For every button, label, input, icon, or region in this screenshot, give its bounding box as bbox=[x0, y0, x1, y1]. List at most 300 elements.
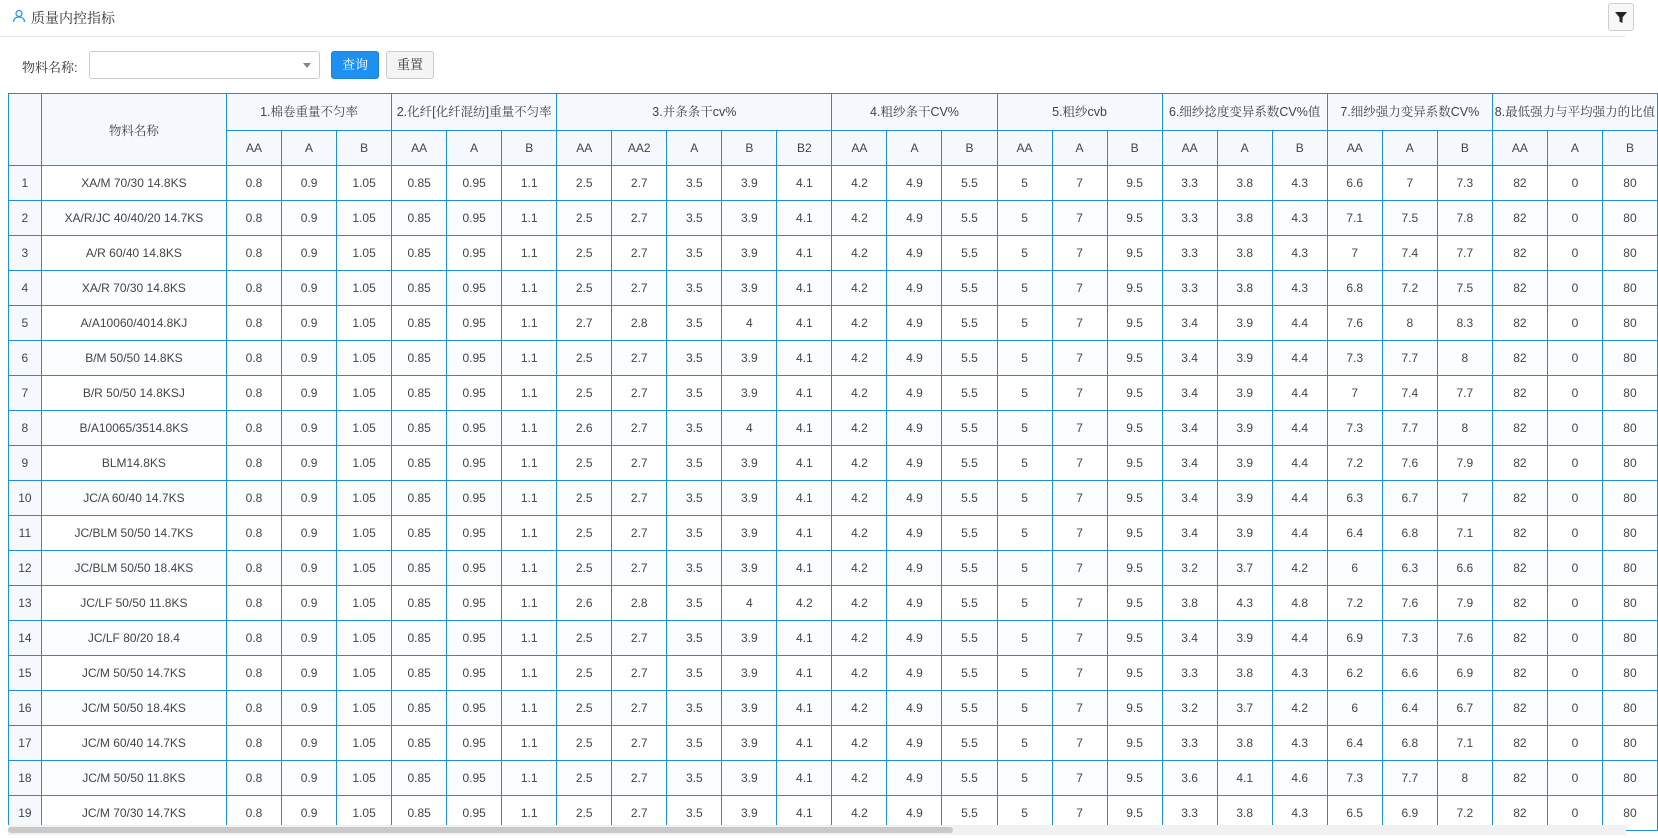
value-cell: 80 bbox=[1602, 446, 1657, 481]
value-cell: 3.5 bbox=[667, 166, 722, 201]
value-cell: 9.5 bbox=[1107, 166, 1162, 201]
value-cell: 3.9 bbox=[722, 516, 777, 551]
value-cell: 0 bbox=[1547, 551, 1602, 586]
value-cell: 0.85 bbox=[392, 586, 447, 621]
value-cell: 0.85 bbox=[392, 761, 447, 796]
value-cell: 2.7 bbox=[612, 761, 667, 796]
value-cell: 82 bbox=[1492, 516, 1547, 551]
row-number: 10 bbox=[9, 481, 42, 516]
value-cell: 82 bbox=[1492, 271, 1547, 306]
value-cell: 4.9 bbox=[887, 411, 942, 446]
value-cell: 4.1 bbox=[777, 306, 832, 341]
value-cell: 0 bbox=[1547, 341, 1602, 376]
value-cell: 3.8 bbox=[1217, 271, 1272, 306]
value-cell: 0 bbox=[1547, 586, 1602, 621]
value-cell: 82 bbox=[1492, 306, 1547, 341]
horizontal-scrollbar[interactable] bbox=[8, 825, 1626, 835]
table-row[interactable] bbox=[9, 586, 1658, 621]
value-cell: 1.05 bbox=[337, 656, 392, 691]
grade-header: AA bbox=[226, 131, 281, 166]
value-cell: 6.9 bbox=[1382, 796, 1437, 831]
value-cell: 3.4 bbox=[1162, 446, 1217, 481]
value-cell: 0.85 bbox=[392, 691, 447, 726]
value-cell: 3.9 bbox=[1217, 341, 1272, 376]
value-cell: 0.95 bbox=[447, 726, 502, 761]
value-cell: 4.1 bbox=[777, 516, 832, 551]
user-icon bbox=[12, 9, 26, 23]
material-name-select[interactable] bbox=[89, 51, 320, 79]
value-cell: 0.9 bbox=[282, 376, 337, 411]
value-cell: 3.9 bbox=[1217, 376, 1272, 411]
row-number: 5 bbox=[9, 306, 42, 341]
query-button[interactable]: 查询 bbox=[331, 51, 379, 79]
row-number: 11 bbox=[9, 516, 42, 551]
grade-header: B bbox=[337, 131, 392, 166]
value-cell: 7 bbox=[1052, 446, 1107, 481]
value-cell: 0.85 bbox=[392, 166, 447, 201]
group-header: 7.细纱强力变异系数CV% bbox=[1327, 94, 1492, 131]
value-cell: 2.5 bbox=[557, 201, 612, 236]
value-cell: 1.05 bbox=[337, 271, 392, 306]
value-cell: 7.4 bbox=[1382, 236, 1437, 271]
material-name-label: 物料名称: bbox=[22, 60, 78, 75]
reset-button[interactable]: 重置 bbox=[386, 51, 434, 79]
value-cell: 9.5 bbox=[1107, 551, 1162, 586]
value-cell: 1.05 bbox=[337, 341, 392, 376]
value-cell: 0.95 bbox=[447, 411, 502, 446]
value-cell: 5 bbox=[997, 726, 1052, 761]
value-cell: 6.6 bbox=[1382, 656, 1437, 691]
value-cell: 5 bbox=[997, 621, 1052, 656]
value-cell: 0.85 bbox=[392, 236, 447, 271]
value-cell: 1.1 bbox=[502, 271, 557, 306]
value-cell: 1.1 bbox=[502, 481, 557, 516]
value-cell: 82 bbox=[1492, 166, 1547, 201]
value-cell: 0.9 bbox=[282, 761, 337, 796]
value-cell: 7 bbox=[1052, 481, 1107, 516]
value-cell: 3.4 bbox=[1162, 411, 1217, 446]
value-cell: 80 bbox=[1602, 586, 1657, 621]
value-cell: 5 bbox=[997, 306, 1052, 341]
material-name-header: 物料名称 bbox=[41, 94, 226, 166]
value-cell: 1.1 bbox=[502, 796, 557, 831]
filter-toggle-button[interactable] bbox=[1608, 3, 1634, 31]
value-cell: 0.95 bbox=[447, 306, 502, 341]
table-row[interactable] bbox=[9, 691, 1658, 726]
value-cell: 2.5 bbox=[557, 341, 612, 376]
grade-header: B2 bbox=[777, 131, 832, 166]
material-name-cell: A/A10060/4014.8KJ bbox=[41, 306, 226, 341]
value-cell: 2.8 bbox=[612, 306, 667, 341]
value-cell: 0.8 bbox=[226, 201, 281, 236]
value-cell: 9.5 bbox=[1107, 481, 1162, 516]
grade-header: AA bbox=[557, 131, 612, 166]
value-cell: 7 bbox=[1052, 761, 1107, 796]
value-cell: 3.9 bbox=[722, 796, 777, 831]
value-cell: 4.9 bbox=[887, 796, 942, 831]
value-cell: 3.8 bbox=[1217, 726, 1272, 761]
value-cell: 4.1 bbox=[777, 236, 832, 271]
value-cell: 0.85 bbox=[392, 621, 447, 656]
value-cell: 1.05 bbox=[337, 166, 392, 201]
value-cell: 4.3 bbox=[1272, 796, 1327, 831]
value-cell: 6.6 bbox=[1437, 551, 1492, 586]
value-cell: 1.1 bbox=[502, 376, 557, 411]
table-row[interactable] bbox=[9, 376, 1658, 411]
scrollbar-thumb[interactable] bbox=[8, 827, 953, 833]
value-cell: 7.7 bbox=[1437, 236, 1492, 271]
value-cell: 0.9 bbox=[282, 586, 337, 621]
value-cell: 5.5 bbox=[942, 516, 997, 551]
value-cell: 2.5 bbox=[557, 726, 612, 761]
value-cell: 3.9 bbox=[1217, 621, 1272, 656]
value-cell: 0.9 bbox=[282, 201, 337, 236]
value-cell: 2.5 bbox=[557, 236, 612, 271]
value-cell: 0.95 bbox=[447, 691, 502, 726]
value-cell: 82 bbox=[1492, 201, 1547, 236]
value-cell: 80 bbox=[1602, 691, 1657, 726]
grade-header: AA bbox=[1327, 131, 1382, 166]
grade-header: AA bbox=[832, 131, 887, 166]
value-cell: 4.3 bbox=[1272, 271, 1327, 306]
value-cell: 3.9 bbox=[722, 691, 777, 726]
value-cell: 4.2 bbox=[832, 621, 887, 656]
value-cell: 0 bbox=[1547, 271, 1602, 306]
value-cell: 6.4 bbox=[1382, 691, 1437, 726]
value-cell: 6.9 bbox=[1437, 656, 1492, 691]
value-cell: 0 bbox=[1547, 376, 1602, 411]
value-cell: 5.5 bbox=[942, 481, 997, 516]
value-cell: 4.1 bbox=[777, 271, 832, 306]
value-cell: 0.95 bbox=[447, 796, 502, 831]
material-name-cell: B/M 50/50 14.8KS bbox=[41, 341, 226, 376]
group-header: 5.粗纱cvb bbox=[997, 94, 1162, 131]
value-cell: 82 bbox=[1492, 411, 1547, 446]
value-cell: 0.8 bbox=[226, 166, 281, 201]
value-cell: 3.5 bbox=[667, 621, 722, 656]
value-cell: 5.5 bbox=[942, 236, 997, 271]
material-name-cell: JC/A 60/40 14.7KS bbox=[41, 481, 226, 516]
grade-header: A bbox=[1547, 131, 1602, 166]
value-cell: 0.85 bbox=[392, 306, 447, 341]
value-cell: 7.7 bbox=[1382, 761, 1437, 796]
value-cell: 6.8 bbox=[1382, 516, 1437, 551]
value-cell: 5.5 bbox=[942, 306, 997, 341]
value-cell: 0.95 bbox=[447, 341, 502, 376]
value-cell: 0.9 bbox=[282, 271, 337, 306]
value-cell: 2.5 bbox=[557, 656, 612, 691]
value-cell: 4 bbox=[722, 306, 777, 341]
value-cell: 0.8 bbox=[226, 586, 281, 621]
material-name-cell: BLM14.8KS bbox=[41, 446, 226, 481]
table-row[interactable] bbox=[9, 271, 1658, 306]
value-cell: 4.3 bbox=[1272, 201, 1327, 236]
value-cell: 7 bbox=[1052, 516, 1107, 551]
value-cell: 1.1 bbox=[502, 516, 557, 551]
value-cell: 0 bbox=[1547, 691, 1602, 726]
value-cell: 9.5 bbox=[1107, 691, 1162, 726]
value-cell: 3.9 bbox=[722, 446, 777, 481]
value-cell: 0.95 bbox=[447, 551, 502, 586]
table-row[interactable] bbox=[9, 306, 1658, 341]
value-cell: 4.9 bbox=[887, 691, 942, 726]
value-cell: 4.1 bbox=[777, 796, 832, 831]
value-cell: 0.85 bbox=[392, 656, 447, 691]
value-cell: 0.85 bbox=[392, 446, 447, 481]
value-cell: 3.5 bbox=[667, 201, 722, 236]
material-name-cell: A/R 60/40 14.8KS bbox=[41, 236, 226, 271]
value-cell: 7.1 bbox=[1437, 726, 1492, 761]
value-cell: 4.2 bbox=[832, 306, 887, 341]
value-cell: 0.9 bbox=[282, 796, 337, 831]
value-cell: 8.3 bbox=[1437, 306, 1492, 341]
value-cell: 0 bbox=[1547, 446, 1602, 481]
value-cell: 1.05 bbox=[337, 621, 392, 656]
value-cell: 3.5 bbox=[667, 236, 722, 271]
value-cell: 7.3 bbox=[1327, 761, 1382, 796]
value-cell: 2.6 bbox=[557, 411, 612, 446]
value-cell: 2.7 bbox=[612, 551, 667, 586]
value-cell: 9.5 bbox=[1107, 761, 1162, 796]
value-cell: 3.5 bbox=[667, 271, 722, 306]
value-cell: 3.9 bbox=[1217, 446, 1272, 481]
grade-header: B bbox=[502, 131, 557, 166]
value-cell: 4.2 bbox=[832, 446, 887, 481]
value-cell: 7.2 bbox=[1382, 271, 1437, 306]
value-cell: 4.3 bbox=[1272, 166, 1327, 201]
value-cell: 4.3 bbox=[1272, 656, 1327, 691]
value-cell: 3.3 bbox=[1162, 726, 1217, 761]
value-cell: 3.9 bbox=[1217, 516, 1272, 551]
table-row[interactable] bbox=[9, 516, 1658, 551]
table-row[interactable] bbox=[9, 341, 1658, 376]
value-cell: 82 bbox=[1492, 656, 1547, 691]
value-cell: 7 bbox=[1052, 306, 1107, 341]
value-cell: 80 bbox=[1602, 761, 1657, 796]
value-cell: 4.2 bbox=[832, 551, 887, 586]
value-cell: 5.5 bbox=[942, 796, 997, 831]
table-row[interactable] bbox=[9, 446, 1658, 481]
value-cell: 1.1 bbox=[502, 341, 557, 376]
group-header: 6.细纱捻度变异系数CV%值 bbox=[1162, 94, 1327, 131]
value-cell: 3.5 bbox=[667, 341, 722, 376]
table-row[interactable] bbox=[9, 201, 1658, 236]
value-cell: 3.2 bbox=[1162, 551, 1217, 586]
value-cell: 6.9 bbox=[1327, 621, 1382, 656]
value-cell: 3.4 bbox=[1162, 621, 1217, 656]
value-cell: 0.9 bbox=[282, 551, 337, 586]
value-cell: 7.5 bbox=[1437, 271, 1492, 306]
value-cell: 7 bbox=[1052, 341, 1107, 376]
value-cell: 7 bbox=[1052, 166, 1107, 201]
value-cell: 80 bbox=[1602, 341, 1657, 376]
value-cell: 7.1 bbox=[1327, 201, 1382, 236]
row-number: 2 bbox=[9, 201, 42, 236]
table-row[interactable] bbox=[9, 481, 1658, 516]
row-number: 9 bbox=[9, 446, 42, 481]
value-cell: 0.9 bbox=[282, 306, 337, 341]
table-row[interactable] bbox=[9, 166, 1658, 201]
grade-header: B bbox=[1272, 131, 1327, 166]
value-cell: 9.5 bbox=[1107, 516, 1162, 551]
value-cell: 0 bbox=[1547, 411, 1602, 446]
value-cell: 3.8 bbox=[1217, 656, 1272, 691]
value-cell: 7.6 bbox=[1382, 446, 1437, 481]
value-cell: 3.9 bbox=[722, 621, 777, 656]
value-cell: 7.7 bbox=[1382, 341, 1437, 376]
table-row[interactable] bbox=[9, 761, 1658, 796]
value-cell: 5 bbox=[997, 446, 1052, 481]
value-cell: 5.5 bbox=[942, 621, 997, 656]
value-cell: 3.9 bbox=[1217, 306, 1272, 341]
value-cell: 3.5 bbox=[667, 481, 722, 516]
search-toolbar bbox=[0, 50, 1626, 82]
value-cell: 5 bbox=[997, 271, 1052, 306]
title-bar bbox=[0, 0, 1626, 37]
table-row[interactable] bbox=[9, 551, 1658, 586]
table-row[interactable] bbox=[9, 726, 1658, 761]
value-cell: 7.5 bbox=[1382, 201, 1437, 236]
value-cell: 9.5 bbox=[1107, 236, 1162, 271]
value-cell: 3.5 bbox=[667, 656, 722, 691]
value-cell: 80 bbox=[1602, 621, 1657, 656]
material-name-cell: JC/M 60/40 14.7KS bbox=[41, 726, 226, 761]
value-cell: 0.95 bbox=[447, 656, 502, 691]
value-cell: 3.8 bbox=[1162, 586, 1217, 621]
grade-header: A bbox=[1217, 131, 1272, 166]
value-cell: 3.7 bbox=[1217, 551, 1272, 586]
value-cell: 0.9 bbox=[282, 691, 337, 726]
material-name-cell: XA/R/JC 40/40/20 14.7KS bbox=[41, 201, 226, 236]
value-cell: 4.2 bbox=[832, 271, 887, 306]
value-cell: 4.9 bbox=[887, 166, 942, 201]
value-cell: 5.5 bbox=[942, 726, 997, 761]
value-cell: 7.4 bbox=[1382, 376, 1437, 411]
material-name-cell: JC/LF 50/50 11.8KS bbox=[41, 586, 226, 621]
material-name-cell: JC/M 50/50 18.4KS bbox=[41, 691, 226, 726]
value-cell: 4.9 bbox=[887, 726, 942, 761]
value-cell: 0 bbox=[1547, 621, 1602, 656]
value-cell: 3.7 bbox=[1217, 691, 1272, 726]
value-cell: 3.9 bbox=[722, 201, 777, 236]
value-cell: 7.2 bbox=[1327, 446, 1382, 481]
value-cell: 5.5 bbox=[942, 376, 997, 411]
row-number: 7 bbox=[9, 376, 42, 411]
value-cell: 2.7 bbox=[612, 201, 667, 236]
value-cell: 2.5 bbox=[557, 551, 612, 586]
value-cell: 1.05 bbox=[337, 761, 392, 796]
value-cell: 82 bbox=[1492, 621, 1547, 656]
value-cell: 4.1 bbox=[777, 166, 832, 201]
value-cell: 82 bbox=[1492, 376, 1547, 411]
value-cell: 3.4 bbox=[1162, 481, 1217, 516]
value-cell: 80 bbox=[1602, 551, 1657, 586]
value-cell: 4.1 bbox=[1217, 761, 1272, 796]
value-cell: 7 bbox=[1052, 411, 1107, 446]
value-cell: 2.5 bbox=[557, 621, 612, 656]
row-number: 14 bbox=[9, 621, 42, 656]
value-cell: 1.1 bbox=[502, 551, 557, 586]
row-number: 17 bbox=[9, 726, 42, 761]
value-cell: 0.8 bbox=[226, 271, 281, 306]
value-cell: 4.2 bbox=[832, 656, 887, 691]
value-cell: 0.9 bbox=[282, 411, 337, 446]
grade-header: AA bbox=[392, 131, 447, 166]
grade-header: A bbox=[282, 131, 337, 166]
value-cell: 3.9 bbox=[722, 166, 777, 201]
value-cell: 0.8 bbox=[226, 726, 281, 761]
value-cell: 7 bbox=[1327, 376, 1382, 411]
value-cell: 1.1 bbox=[502, 446, 557, 481]
value-cell: 3.9 bbox=[722, 481, 777, 516]
value-cell: 7.3 bbox=[1327, 411, 1382, 446]
value-cell: 5.5 bbox=[942, 761, 997, 796]
value-cell: 3.9 bbox=[722, 236, 777, 271]
value-cell: 0 bbox=[1547, 796, 1602, 831]
value-cell: 0.8 bbox=[226, 551, 281, 586]
value-cell: 7.1 bbox=[1437, 516, 1492, 551]
material-name-cell: JC/LF 80/20 18.4 bbox=[41, 621, 226, 656]
value-cell: 3.5 bbox=[667, 516, 722, 551]
value-cell: 0.95 bbox=[447, 621, 502, 656]
value-cell: 6.4 bbox=[1327, 516, 1382, 551]
material-name-cell: JC/M 50/50 11.8KS bbox=[41, 761, 226, 796]
value-cell: 0.8 bbox=[226, 481, 281, 516]
value-cell: 0.8 bbox=[226, 796, 281, 831]
value-cell: 0.95 bbox=[447, 761, 502, 796]
value-cell: 4.1 bbox=[777, 411, 832, 446]
value-cell: 1.1 bbox=[502, 411, 557, 446]
value-cell: 3.9 bbox=[1217, 481, 1272, 516]
page-title: 质量内控指标 bbox=[31, 10, 115, 26]
value-cell: 2.7 bbox=[557, 306, 612, 341]
value-cell: 4 bbox=[722, 411, 777, 446]
value-cell: 82 bbox=[1492, 761, 1547, 796]
value-cell: 7 bbox=[1052, 656, 1107, 691]
table-row[interactable] bbox=[9, 621, 1658, 656]
value-cell: 0.8 bbox=[226, 621, 281, 656]
value-cell: 2.7 bbox=[612, 691, 667, 726]
value-cell: 0.95 bbox=[447, 236, 502, 271]
value-cell: 80 bbox=[1602, 656, 1657, 691]
value-cell: 0.8 bbox=[226, 516, 281, 551]
value-cell: 3.9 bbox=[1217, 411, 1272, 446]
row-number: 8 bbox=[9, 411, 42, 446]
value-cell: 6 bbox=[1327, 691, 1382, 726]
grade-header: A bbox=[1382, 131, 1437, 166]
value-cell: 4.1 bbox=[777, 726, 832, 761]
material-name-cell: JC/BLM 50/50 18.4KS bbox=[41, 551, 226, 586]
value-cell: 2.5 bbox=[557, 761, 612, 796]
value-cell: 0 bbox=[1547, 656, 1602, 691]
value-cell: 3.4 bbox=[1162, 376, 1217, 411]
group-header: 8.最低强力与平均强力的比值 bbox=[1492, 94, 1657, 131]
value-cell: 0.95 bbox=[447, 166, 502, 201]
table-row[interactable] bbox=[9, 236, 1658, 271]
table-row[interactable] bbox=[9, 411, 1658, 446]
value-cell: 1.05 bbox=[337, 306, 392, 341]
value-cell: 0 bbox=[1547, 726, 1602, 761]
value-cell: 4.2 bbox=[832, 726, 887, 761]
material-name-cell: JC/M 70/30 14.7KS bbox=[41, 796, 226, 831]
value-cell: 7 bbox=[1327, 236, 1382, 271]
value-cell: 1.1 bbox=[502, 236, 557, 271]
value-cell: 4.2 bbox=[832, 411, 887, 446]
table-row[interactable] bbox=[9, 656, 1658, 691]
value-cell: 5 bbox=[997, 166, 1052, 201]
grade-header: B bbox=[942, 131, 997, 166]
value-cell: 4.4 bbox=[1272, 376, 1327, 411]
